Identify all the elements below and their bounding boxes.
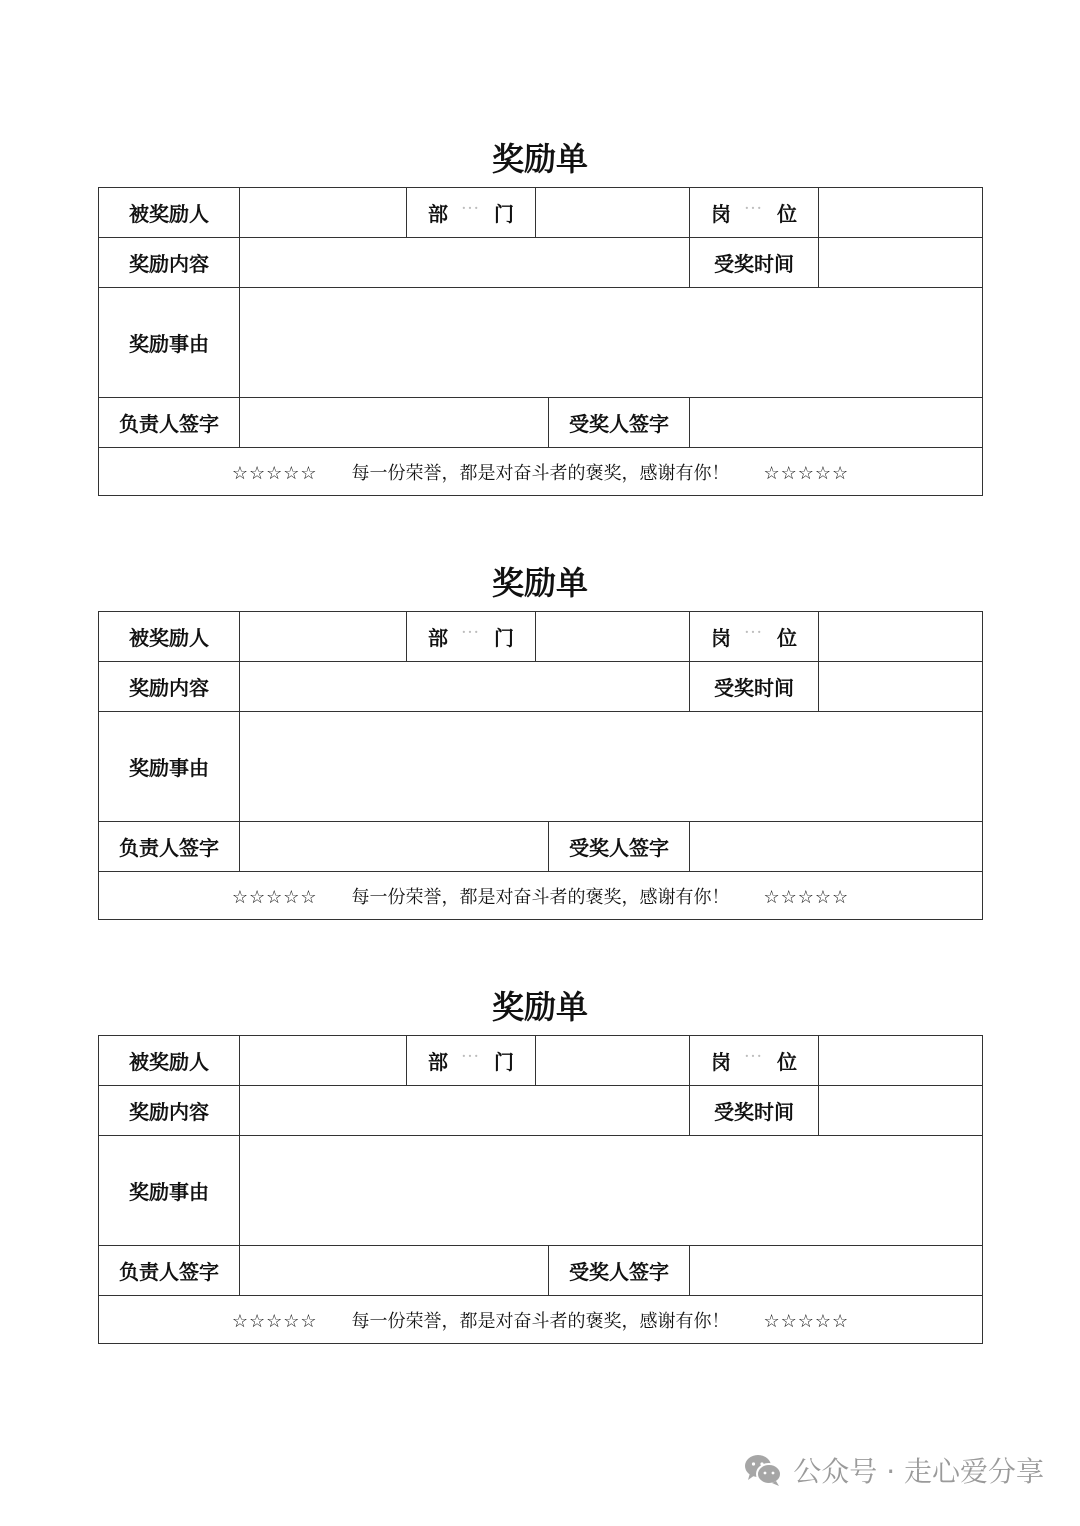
stars-right: ☆☆☆☆☆ — [763, 886, 850, 908]
reason-label: 奖励事由 — [99, 1136, 240, 1246]
recipient-field[interactable] — [240, 612, 407, 662]
supervisor-signature-label: 负责人签字 — [99, 822, 240, 872]
form-title: 奖励单 — [491, 564, 588, 602]
position-label: 岗 ... 位 — [690, 188, 819, 238]
recipient-signature-label: 受奖人签字 — [549, 398, 690, 448]
recipient-label: 被奖励人 — [99, 188, 240, 238]
watermark — [743, 1450, 1044, 1490]
award-time-label: 受奖时间 — [690, 662, 819, 712]
award-time-field[interactable] — [819, 1086, 983, 1136]
reason-label: 奖励事由 — [99, 712, 240, 822]
content-field[interactable] — [240, 238, 690, 288]
department-label: 部 ... 门 — [407, 612, 536, 662]
stars-right: ☆☆☆☆☆ — [763, 462, 850, 484]
position-field[interactable] — [819, 188, 983, 238]
award-time-field[interactable] — [819, 662, 983, 712]
footer-motto-row — [99, 872, 983, 920]
recipient-signature-label: 受奖人签字 — [549, 1246, 690, 1296]
motto-text: 每一份荣誉，都是对奋斗者的褒奖，感谢有你！ — [351, 462, 730, 484]
department-label: 部 ... 门 — [407, 188, 536, 238]
recipient-label: 被奖励人 — [99, 1036, 240, 1086]
motto-text: 每一份荣誉，都是对奋斗者的褒奖，感谢有你！ — [351, 886, 730, 908]
supervisor-signature-label: 负责人签字 — [99, 1246, 240, 1296]
stars-left: ☆☆☆☆☆ — [231, 462, 318, 484]
supervisor-signature-field[interactable] — [240, 398, 549, 448]
recipient-field[interactable] — [240, 1036, 407, 1086]
reason-field[interactable] — [240, 712, 983, 822]
supervisor-signature-field[interactable] — [240, 1246, 549, 1296]
supervisor-signature-field[interactable] — [240, 822, 549, 872]
supervisor-signature-label: 负责人签字 — [99, 398, 240, 448]
position-label: 岗 ... 位 — [690, 612, 819, 662]
content-field[interactable] — [240, 662, 690, 712]
department-field[interactable] — [536, 188, 690, 238]
recipient-signature-label: 受奖人签字 — [549, 822, 690, 872]
form-title: 奖励单 — [491, 140, 588, 178]
award-time-label: 受奖时间 — [690, 238, 819, 288]
reason-field[interactable] — [240, 288, 983, 398]
recipient-field[interactable] — [240, 188, 407, 238]
department-field[interactable] — [536, 612, 690, 662]
watermark-text: 公众号 · 走心爱分享 — [793, 1455, 1044, 1488]
reason-label: 奖励事由 — [99, 288, 240, 398]
position-label: 岗 ... 位 — [690, 1036, 819, 1086]
footer-motto-row — [99, 448, 983, 496]
department-label: 部 ... 门 — [407, 1036, 536, 1086]
recipient-signature-field[interactable] — [690, 822, 983, 872]
content-label: 奖励内容 — [99, 662, 240, 712]
position-field[interactable] — [819, 612, 983, 662]
recipient-signature-field[interactable] — [690, 1246, 983, 1296]
content-label: 奖励内容 — [99, 1086, 240, 1136]
stars-left: ☆☆☆☆☆ — [231, 886, 318, 908]
award-time-label: 受奖时间 — [690, 1086, 819, 1136]
stars-left: ☆☆☆☆☆ — [231, 1310, 318, 1332]
reason-field[interactable] — [240, 1136, 983, 1246]
form-title: 奖励单 — [491, 988, 588, 1026]
department-field[interactable] — [536, 1036, 690, 1086]
content-field[interactable] — [240, 1086, 690, 1136]
award-table — [98, 1035, 983, 1344]
content-label: 奖励内容 — [99, 238, 240, 288]
recipient-label: 被奖励人 — [99, 612, 240, 662]
footer-motto-row — [99, 1296, 983, 1344]
position-field[interactable] — [819, 1036, 983, 1086]
motto-text: 每一份荣誉，都是对奋斗者的褒奖，感谢有你！ — [351, 1310, 730, 1332]
stars-right: ☆☆☆☆☆ — [763, 1310, 850, 1332]
award-table — [98, 611, 983, 920]
award-time-field[interactable] — [819, 238, 983, 288]
wechat-icon — [743, 1453, 783, 1487]
award-table — [98, 187, 983, 496]
recipient-signature-field[interactable] — [690, 398, 983, 448]
